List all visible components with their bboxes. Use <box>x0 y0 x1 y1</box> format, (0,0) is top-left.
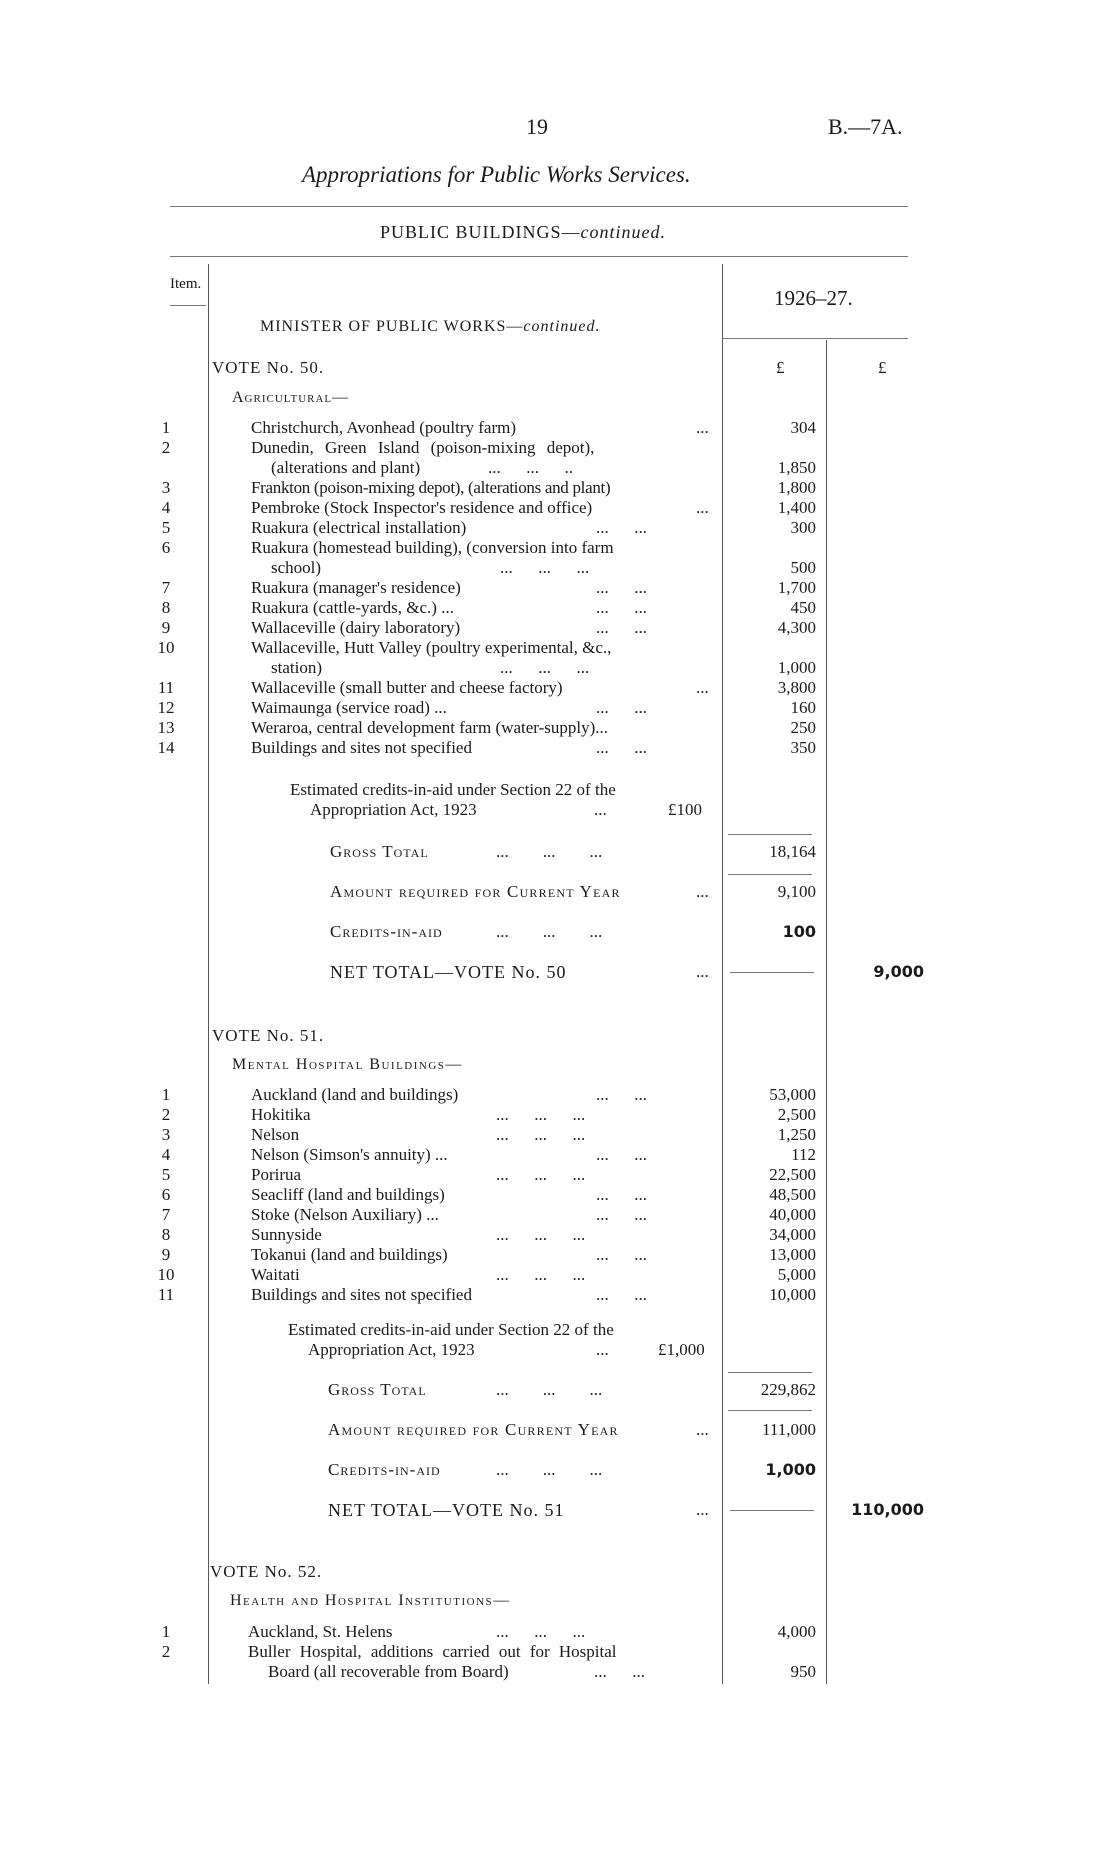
table-row <box>0 1125 1114 1145</box>
credits-note <box>0 1320 1114 1340</box>
leader-dots: ... <box>696 1420 709 1439</box>
net-total-dash <box>730 1510 814 1511</box>
required-amount: 9,100 <box>777 882 816 901</box>
gross-total-rule <box>728 834 812 835</box>
item-number: 6 <box>161 538 171 557</box>
credits-label: Credits-in-aid <box>330 922 443 941</box>
gross-total-row <box>0 1380 1114 1400</box>
leader-dots: ... ... ... <box>500 558 590 577</box>
item-number: 3 <box>161 1125 171 1144</box>
table-row <box>0 698 1114 718</box>
net-total-dash <box>730 972 814 973</box>
credits-note <box>0 1340 1114 1360</box>
leader-dots: ... ... <box>596 698 647 717</box>
item-amount: 4,000 <box>777 1622 816 1641</box>
table-row <box>0 638 1114 658</box>
leader-dots: ... <box>696 678 709 697</box>
item-description: Tokanui (land and buildings) <box>251 1245 448 1264</box>
credits-amount: 100 <box>782 922 816 941</box>
item-amount: 160 <box>790 698 816 717</box>
section-heading <box>380 222 666 243</box>
page-number: 19 <box>526 114 548 139</box>
item-description: Wallaceville (dairy laboratory) <box>251 618 461 637</box>
item-number: 3 <box>161 478 171 497</box>
leader-dots: ... ... ... <box>496 922 603 941</box>
leader-dots: ... ... <box>596 598 647 617</box>
leader-dots: ... ... <box>596 1145 647 1164</box>
item-amount: 10,000 <box>769 1285 816 1304</box>
item-number: 7 <box>161 1205 171 1224</box>
leader-dots: ... <box>696 882 709 901</box>
item-number: 5 <box>161 518 171 537</box>
credits-note-amount: £1,000 <box>658 1340 705 1359</box>
item-description: Buildings and sites not specified <box>251 1285 472 1304</box>
item-description: Waitati <box>251 1265 300 1284</box>
credits-note-line: Appropriation Act, 1923 <box>308 1340 475 1359</box>
item-number: 1 <box>161 1622 171 1641</box>
item-description: Buildings and sites not specified <box>251 738 472 757</box>
item-amount: 4,300 <box>777 618 816 637</box>
item-number: 1 <box>161 1085 171 1104</box>
table-row <box>0 538 1114 558</box>
item-number: 10 <box>157 638 175 657</box>
table-row <box>0 1105 1114 1125</box>
vote-title: VOTE No. 50. <box>212 358 325 377</box>
table-row <box>0 718 1114 738</box>
table-row <box>0 438 1114 458</box>
table-row-continuation <box>0 1662 1114 1682</box>
table-row <box>0 738 1114 758</box>
item-amount: 450 <box>790 598 816 617</box>
item-number: 4 <box>161 1145 171 1164</box>
leader-dots: ... <box>696 418 709 437</box>
credits-note <box>0 780 1114 800</box>
leader-dots: ... ... ... <box>496 1460 603 1479</box>
required-label: Amount required for Current Year <box>328 1420 619 1439</box>
credits-label: Credits-in-aid <box>328 1460 441 1479</box>
item-amount: 1,000 <box>777 658 816 677</box>
vote-title: VOTE No. 51. <box>212 1026 325 1045</box>
table-row <box>0 578 1114 598</box>
gross-total-underline <box>728 874 812 875</box>
table-row <box>0 1145 1114 1165</box>
leader-dots: ... ... ... <box>496 842 603 861</box>
item-description-continued: Board (all recoverable from Board) <box>268 1662 509 1681</box>
item-number: 9 <box>161 1245 171 1264</box>
credits-note-line: Estimated credits-in-aid under Section 22 of the <box>288 1320 614 1339</box>
table-row <box>0 1642 1114 1662</box>
item-amount: 112 <box>791 1145 816 1164</box>
leader-dots: ... ... ... <box>496 1165 586 1184</box>
leader-dots: ... ... ... <box>496 1105 586 1124</box>
leader-dots: ... ... ... <box>496 1380 603 1399</box>
item-description: Pembroke (Stock Inspector's residence and office) <box>251 498 593 517</box>
leader-dots: ... <box>594 800 607 819</box>
net-total-amount: 110,000 <box>851 1500 924 1519</box>
item-description: Nelson (Simson's annuity) ... <box>251 1145 448 1164</box>
credits-row <box>0 922 1114 942</box>
item-number: 2 <box>161 1105 171 1124</box>
item-amount: 40,000 <box>769 1205 816 1224</box>
leader-dots: ... <box>696 962 709 981</box>
item-label-rule <box>170 305 206 306</box>
item-number: 6 <box>161 1185 171 1204</box>
item-amount: 5,000 <box>777 1265 816 1284</box>
item-description: Buller Hospital, additions carried out for Hospital <box>248 1642 617 1661</box>
leader-dots: ... ... <box>594 1662 645 1681</box>
item-description-continued: station) <box>271 658 322 677</box>
item-description-continued: school) <box>271 558 322 577</box>
item-number: 8 <box>161 1225 171 1244</box>
credits-note <box>0 800 1114 820</box>
item-amount: 350 <box>790 738 816 757</box>
item-number: 8 <box>161 598 171 617</box>
item-description: Porirua <box>251 1165 302 1184</box>
leader-dots: ... ... ... <box>496 1622 586 1641</box>
table-row <box>0 598 1114 618</box>
leader-dots: ... ... ... <box>496 1225 586 1244</box>
item-description: Sunnyside <box>251 1225 322 1244</box>
item-amount: 22,500 <box>769 1165 816 1184</box>
item-description: Dunedin, Green Island (poison-mixing depot), <box>251 438 595 457</box>
item-description: Ruakura (manager's residence) <box>251 578 461 597</box>
item-number: 1 <box>161 418 171 437</box>
table-row-continuation <box>0 658 1114 678</box>
minister-heading-text: MINISTER OF PUBLIC WORKS— <box>260 318 524 335</box>
table-row <box>0 1165 1114 1185</box>
gross-total-label: Gross Total <box>330 842 429 861</box>
table-top-rule <box>170 256 908 257</box>
item-description: Weraroa, central development farm (water-supply)... <box>251 718 609 737</box>
table-row <box>0 1225 1114 1245</box>
item-number: 11 <box>157 1285 175 1304</box>
leader-dots: ... ... <box>596 1285 647 1304</box>
vote-category: Mental Hospital Buildings— <box>232 1056 463 1073</box>
table-row <box>0 678 1114 698</box>
item-amount: 1,850 <box>777 458 816 477</box>
table-row <box>0 1265 1114 1285</box>
vote-category: Health and Hospital Institutions— <box>230 1592 511 1609</box>
section-heading-text: PUBLIC BUILDINGS— <box>380 222 581 242</box>
item-amount: 500 <box>790 558 816 577</box>
gross-total-label: Gross Total <box>328 1380 427 1399</box>
leader-dots: ... ... <box>596 618 647 637</box>
item-number: 4 <box>161 498 171 517</box>
item-description: Ruakura (cattle-yards, &c.) ... <box>251 598 454 617</box>
item-amount: 304 <box>790 418 816 437</box>
leader-dots: ... ... <box>596 518 647 537</box>
gross-total-row <box>0 842 1114 862</box>
item-description: Christchurch, Avonhead (poultry farm) <box>251 418 517 437</box>
item-description-continued: (alterations and plant) <box>271 458 421 477</box>
item-number: 7 <box>161 578 171 597</box>
net-total-label: NET TOTAL—VOTE No. 50 <box>330 962 567 982</box>
item-column-label: Item. <box>170 276 202 292</box>
item-description: Nelson <box>251 1125 300 1144</box>
section-heading-suffix: continued. <box>580 222 666 242</box>
required-row <box>0 882 1114 902</box>
gross-total-rule <box>728 1372 812 1373</box>
item-number: 12 <box>157 698 175 717</box>
item-description: Auckland, St. Helens <box>248 1622 393 1641</box>
minister-heading-suffix: continued. <box>523 318 601 335</box>
item-description: Seacliff (land and buildings) <box>251 1185 445 1204</box>
item-amount: 300 <box>790 518 816 537</box>
leader-dots: ... ... .. <box>488 458 573 477</box>
item-number: 10 <box>157 1265 175 1284</box>
table-row <box>0 418 1114 438</box>
item-amount: 250 <box>790 718 816 737</box>
leader-dots: ... ... <box>596 1205 647 1224</box>
leader-dots: ... ... <box>596 738 647 757</box>
currency-header-amount: £ <box>776 358 785 377</box>
credits-note-amount: £100 <box>668 800 702 819</box>
net-total-amount: 9,000 <box>873 962 924 981</box>
gross-total-amount: 18,164 <box>769 842 816 861</box>
leader-dots: ... ... ... <box>500 658 590 677</box>
year-heading-rule <box>722 338 908 339</box>
item-description: Frankton (poison-mixing depot), (alterations and plant) <box>251 478 611 497</box>
item-amount: 53,000 <box>769 1085 816 1104</box>
required-label: Amount required for Current Year <box>330 882 621 901</box>
gross-total-underline <box>728 1410 812 1411</box>
fiscal-year-heading: 1926–27. <box>774 286 853 310</box>
required-row <box>0 1420 1114 1440</box>
item-amount: 950 <box>790 1662 816 1681</box>
leader-dots: ... ... <box>596 578 647 597</box>
credits-note-line: Appropriation Act, 1923 <box>310 800 477 819</box>
table-row <box>0 1245 1114 1265</box>
item-description: Auckland (land and buildings) <box>251 1085 459 1104</box>
item-description: Ruakura (electrical installation) <box>251 518 467 537</box>
item-description: Wallaceville (small butter and cheese factory) <box>251 678 563 697</box>
table-row <box>0 1205 1114 1225</box>
currency-header-total: £ <box>878 358 887 377</box>
item-amount: 34,000 <box>769 1225 816 1244</box>
table-row <box>0 1085 1114 1105</box>
document-reference: B.—7A. <box>828 114 903 139</box>
table-row <box>0 1285 1114 1305</box>
item-amount: 1,700 <box>777 578 816 597</box>
credits-row <box>0 1460 1114 1480</box>
item-description: Hokitika <box>251 1105 311 1124</box>
required-amount: 111,000 <box>762 1420 816 1439</box>
item-description: Stoke (Nelson Auxiliary) ... <box>251 1205 439 1224</box>
net-total-row <box>0 962 1114 982</box>
item-description: Waimaunga (service road) ... <box>251 698 447 717</box>
item-number: 2 <box>161 438 171 457</box>
table-row <box>0 618 1114 638</box>
leader-dots: ... <box>696 1500 709 1519</box>
table-row <box>0 518 1114 538</box>
vote-title: VOTE No. 52. <box>210 1562 323 1581</box>
item-number: 13 <box>157 718 175 737</box>
credits-note-line: Estimated credits-in-aid under Section 22 of the <box>290 780 616 799</box>
table-row <box>0 1185 1114 1205</box>
table-row <box>0 498 1114 518</box>
table-row <box>0 478 1114 498</box>
leader-dots: ... <box>596 1340 609 1359</box>
leader-dots: ... ... <box>596 1185 647 1204</box>
minister-heading <box>260 318 601 336</box>
item-description: Wallaceville, Hutt Valley (poultry experimental, &c., <box>251 638 612 657</box>
item-amount: 1,800 <box>777 478 816 497</box>
item-number: 5 <box>161 1165 171 1184</box>
table-row-continuation <box>0 558 1114 578</box>
gross-total-amount: 229,862 <box>760 1380 816 1399</box>
item-description: Ruakura (homestead building), (conversion into farm <box>251 538 614 557</box>
page-title: Appropriations for Public Works Services. <box>302 162 691 187</box>
net-total-row <box>0 1500 1114 1520</box>
leader-dots: ... ... <box>596 1245 647 1264</box>
leader-dots: ... ... <box>596 1085 647 1104</box>
item-amount: 1,400 <box>777 498 816 517</box>
credits-amount: 1,000 <box>765 1460 816 1479</box>
item-number: 2 <box>161 1642 171 1661</box>
title-rule <box>170 206 908 207</box>
item-amount: 2,500 <box>777 1105 816 1124</box>
item-amount: 13,000 <box>769 1245 816 1264</box>
vote-category: Agricultural— <box>232 389 350 406</box>
item-number: 14 <box>157 738 175 757</box>
item-number: 11 <box>157 678 175 697</box>
net-total-label: NET TOTAL—VOTE No. 51 <box>328 1500 565 1520</box>
leader-dots: ... <box>696 498 709 517</box>
item-amount: 3,800 <box>777 678 816 697</box>
item-amount: 48,500 <box>769 1185 816 1204</box>
table-row <box>0 1622 1114 1642</box>
leader-dots: ... ... ... <box>496 1125 586 1144</box>
table-row-continuation <box>0 458 1114 478</box>
item-amount: 1,250 <box>777 1125 816 1144</box>
leader-dots: ... ... ... <box>496 1265 586 1284</box>
item-number: 9 <box>161 618 171 637</box>
